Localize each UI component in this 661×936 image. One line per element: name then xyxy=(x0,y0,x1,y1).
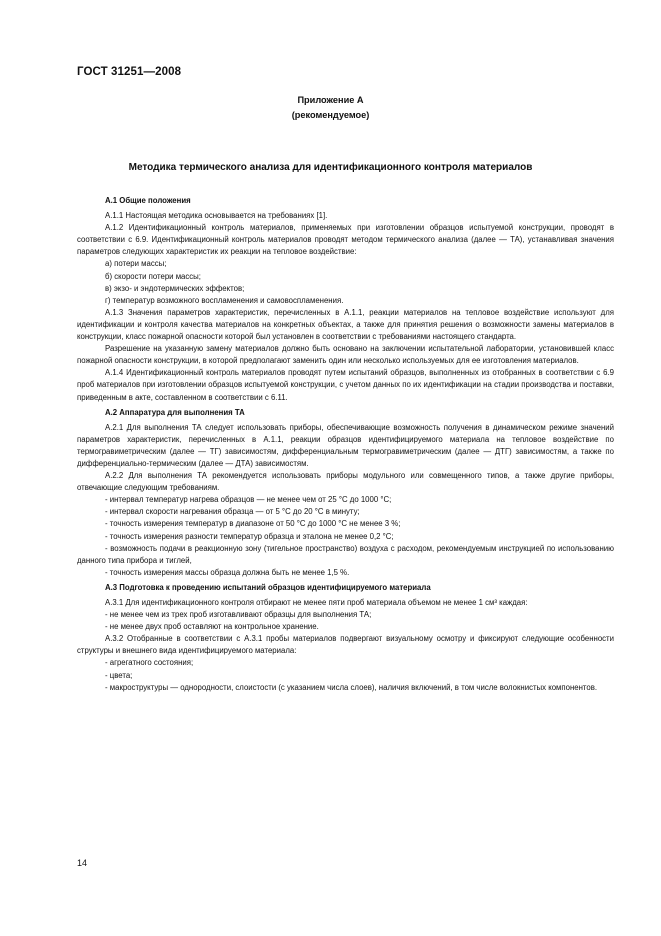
paragraph: А.1.4 Идентификационный контроль материалов проводят путем испытаний образцов, выполненных из отобранных в соответствии с 6.9 проб материалов при изготовлении образцов испытуемой конструкции, с учетом данных по их идентификации на стадии производства и поставки, приведенным в акте, составленном в соответствии с 6.11. xyxy=(77,368,614,402)
paragraph: А.2.1 Для выполнения ТА следует использовать приборы, обеспечивающие возможность получения в динамическом режиме значений параметров характеристик, перечисленных в А.1.1, реакции образцов идентифицируемого материала на тепловое воздействие по термогравиметрическим (далее — ТГ) зависимостям, дифференциальным термогравиметрическим (далее — ДТГ) зависимостям, а также по дифференциально-термическим (далее — ДТА) зависимостям. xyxy=(77,422,614,468)
paragraph: А.3.2 Отобранные в соответствии с А.3.1 пробы материалов подвергают визуальному осмотру и фиксируют следующие особенности структуры и внешнего вида идентифицируемого материала: xyxy=(77,634,614,656)
page-number: 14 xyxy=(77,858,88,868)
section-heading: А.1 Общие положения xyxy=(105,196,191,205)
list-item: - интервал скорости нагревания образца — от 5 °С до 20 °С в минуту; xyxy=(105,507,360,517)
appendix-status: (рекомендуемое) xyxy=(291,110,370,120)
paragraph: Разрешение на указанную замену материалов должно быть основано на заключении испытательной лаборатории, установившей класс пожарной опасности конструкции, в которой предполагают заменить один или несколько используемых для ее изготовления материалов. xyxy=(77,344,614,366)
list-item: г) температур возможного воспламенения и самовоспламенения. xyxy=(105,295,344,305)
document-body xyxy=(77,192,614,694)
list-item: - точность измерения разности температур образца и эталона не менее 0,2 °С; xyxy=(105,531,394,541)
paragraph: А.2.2 Для выполнения ТА рекомендуется использовать приборы модульного или совмещенного типов, а также другие приборы, отвечающие следующим требованиям. xyxy=(77,471,614,493)
section-heading: А.2 Аппаратура для выполнения ТА xyxy=(105,407,245,417)
list-item: - макроструктуры — однородности, слоистости (с указанием числа слоев), наличия включений, в том числе волокнистых компонентов. xyxy=(105,682,598,692)
paragraph: А.1.3 Значения параметров характеристик, перечисленных в А.1.1, реакции материалов на тепловое воздействие используют для идентификации и контроля качества материалов на конкретных объектах, а также для принятия решения о возможности замены материалов в конструкции, класс пожарной опасности которой был установлен в соответствии с требованиями настоящего стандарта. xyxy=(77,307,614,342)
appendix-label: Приложение А xyxy=(297,95,364,105)
list-item: - возможность подачи в реакционную зону (тигельное пространство) воздуха с расходом, рекомендуемым инструкцией по использованию данного типа прибора и тиглей, xyxy=(77,543,614,565)
list-item: б) скорости потери массы; xyxy=(105,271,201,281)
list-item: - цвета; xyxy=(105,670,133,680)
list-item: - не менее двух проб оставляют на контрольное хранение. xyxy=(105,622,319,632)
list-item: - точность измерения массы образца должна быть не менее 1,5 %. xyxy=(105,567,350,577)
paragraph: А.3.1 Для идентификационного контроля отбирают не менее пяти проб материала объемом не менее 1 см³ каждая: xyxy=(105,598,528,607)
paragraph: А.1.2 Идентификационный контроль материалов, применяемых при изготовлении образцов испытуемой конструкции, проводят в соответствии с 6.9. Идентификационный контроль материалов проводят методом термического анализа (далее — ТА), устанавливая значения параметров следующих характеристик их реакции на тепловое воздействие: xyxy=(77,223,614,257)
list-item: а) потери массы; xyxy=(105,259,167,269)
list-item: - точность измерения температур в диапазоне от 50 °С до 1000 °С не менее 3 %; xyxy=(105,519,401,529)
list-item: - не менее чем из трех проб изготавливают образцы для выполнения ТА; xyxy=(105,610,372,620)
standard-code: ГОСТ 31251—2008 xyxy=(77,66,182,78)
list-item: в) экзо- и эндотермических эффектов; xyxy=(105,283,245,293)
list-item: - агрегатного состояния; xyxy=(105,658,194,668)
document-title: Методика термического анализа для идентификационного контроля материалов xyxy=(128,162,533,173)
paragraph: А.1.1 Настоящая методика основывается на требованиях [1]. xyxy=(105,211,328,221)
list-item: - интервал температур нагрева образцов — не менее чем от 25 °С до 1000 °С; xyxy=(105,495,392,505)
section-heading: А.3 Подготовка к проведению испытаний образцов идентифицируемого материала xyxy=(105,582,431,592)
